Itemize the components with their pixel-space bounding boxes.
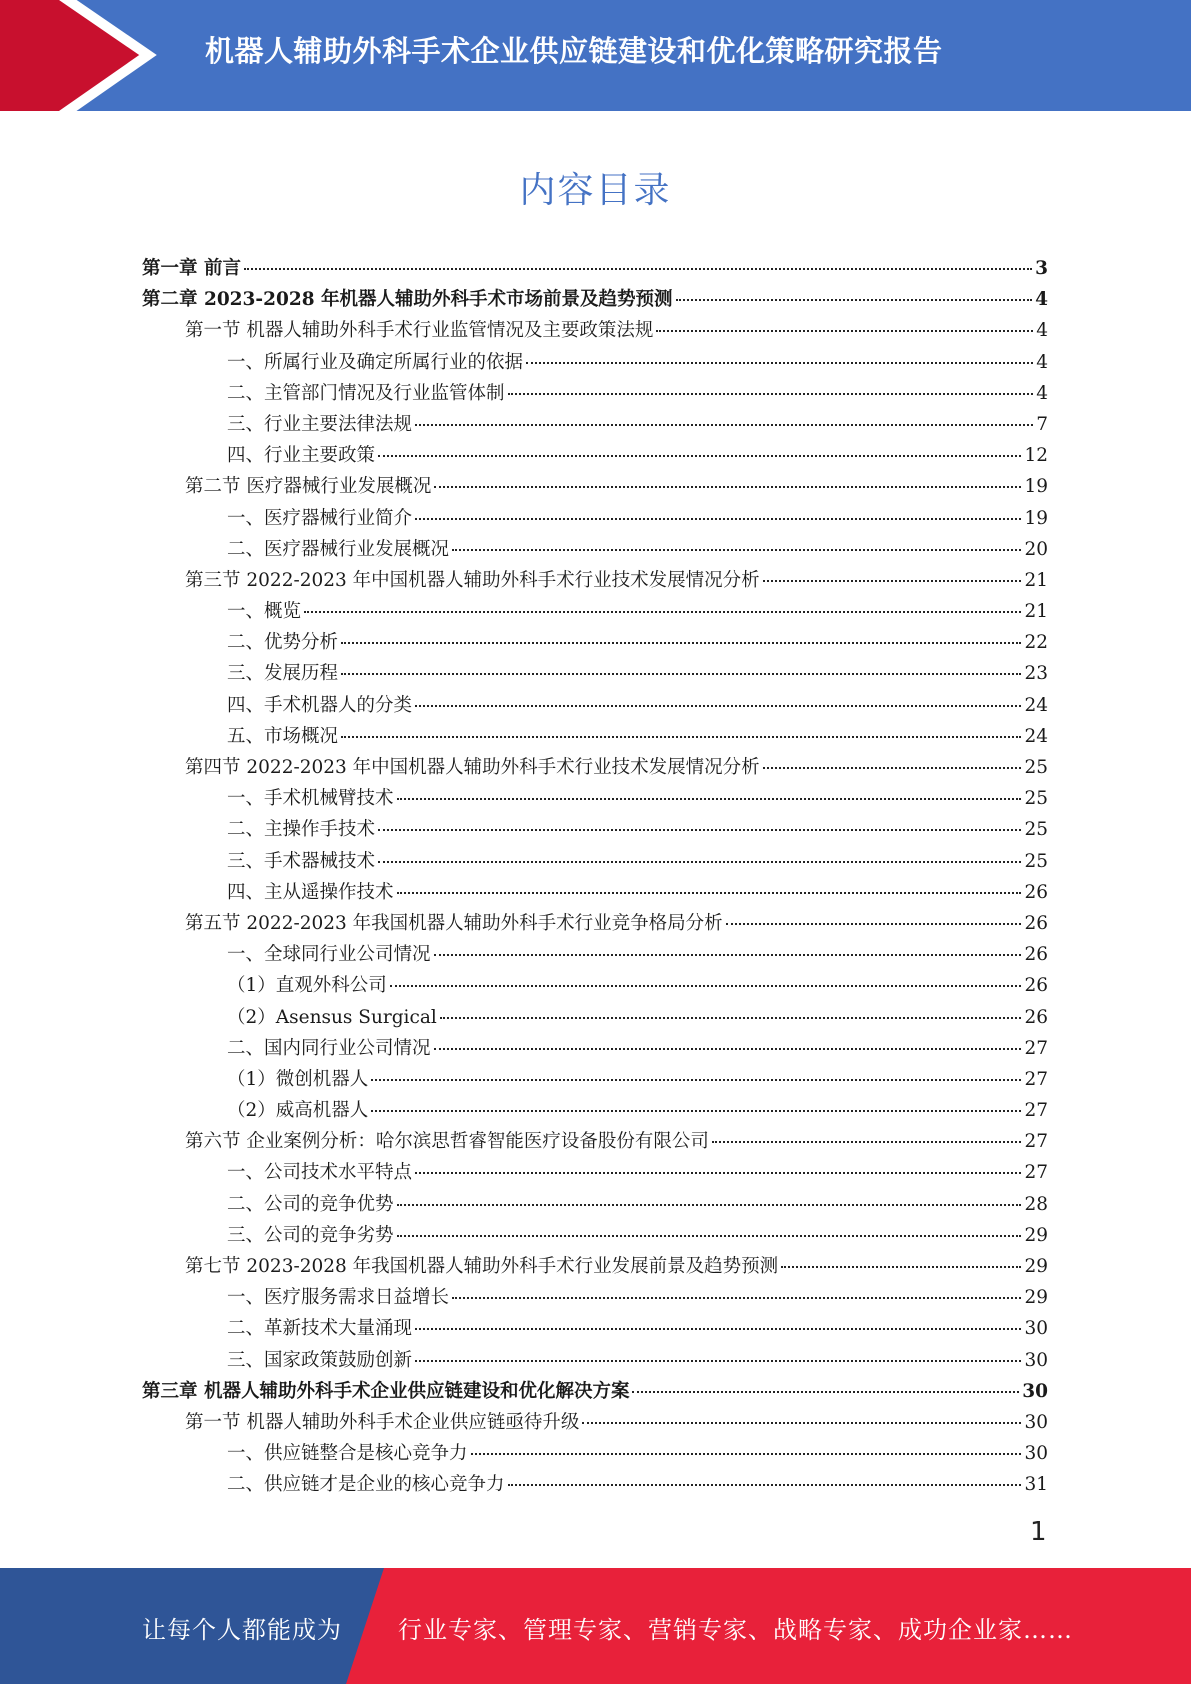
toc-entry-page: 27 [1024, 1162, 1048, 1184]
toc-entry-page: 26 [1024, 944, 1048, 966]
toc-entry-page: 29 [1024, 1224, 1048, 1246]
toc-entry-page: 24 [1024, 725, 1048, 747]
toc-leader-dots [371, 1109, 1021, 1112]
toc-entry-page: 30 [1024, 1443, 1048, 1465]
toc-entry[interactable] [142, 1220, 1048, 1251]
toc-entry-page: 21 [1024, 569, 1048, 591]
toc-entry-page: 27 [1024, 1068, 1048, 1090]
toc-entry-text: 三、发展历程 [227, 663, 339, 685]
toc-entry[interactable] [142, 596, 1048, 627]
toc-entry[interactable] [142, 1282, 1048, 1313]
toc-leader-dots [378, 454, 1021, 457]
toc-entry-page: 27 [1024, 1037, 1048, 1059]
toc-entry[interactable] [142, 503, 1048, 534]
toc-entry-page: 25 [1024, 850, 1048, 872]
toc-entry-page: 26 [1024, 975, 1048, 997]
footer-slogan-left: 让每个人都能成为 [142, 1616, 342, 1644]
toc-entry[interactable] [142, 783, 1048, 814]
toc-leader-dots [526, 361, 1033, 364]
toc-entry[interactable] [142, 440, 1048, 471]
toc-entry[interactable] [142, 534, 1048, 565]
toc-entry-page: 30 [1024, 1411, 1048, 1433]
toc-entry-text: 二、主操作手技术 [227, 819, 376, 841]
toc-entry[interactable] [142, 877, 1048, 908]
toc-entry-text: 四、主从遥操作技术 [227, 881, 394, 903]
toc-entry-text: （2）威高机器人 [227, 1100, 369, 1122]
toc-heading: 内容目录 [519, 170, 672, 211]
toc-entry-text: 第一节 机器人辅助外科手术行业监管情况及主要政策法规 [185, 320, 654, 342]
toc-entry[interactable] [142, 1345, 1048, 1376]
toc-leader-dots [371, 1078, 1021, 1081]
toc-entry[interactable] [142, 814, 1048, 845]
toc-entry[interactable] [142, 752, 1048, 783]
toc-entry[interactable] [142, 721, 1048, 752]
toc-leader-dots [440, 1016, 1022, 1019]
toc-entry-text: 第四节 2022-2023 年中国机器人辅助外科手术行业技术发展情况分析 [185, 757, 760, 778]
toc-leader-dots [434, 485, 1021, 488]
toc-entry[interactable] [142, 939, 1048, 970]
toc-entry-page: 30 [1022, 1380, 1048, 1402]
toc-entry-page: 4 [1036, 320, 1048, 342]
toc-leader-dots [508, 1483, 1022, 1486]
toc-entry[interactable] [142, 347, 1048, 378]
toc-entry[interactable] [142, 1126, 1048, 1157]
toc-leader-dots [452, 548, 1021, 551]
toc-leader-dots [656, 329, 1033, 332]
toc-entry[interactable] [142, 409, 1048, 440]
toc-entry-page: 3 [1035, 258, 1048, 279]
toc-leader-dots [397, 797, 1022, 800]
toc-entry-page: 28 [1024, 1193, 1048, 1215]
toc-leader-dots [712, 1140, 1022, 1143]
toc-leader-dots [632, 1390, 1019, 1393]
toc-entry-text: 三、国家政策鼓励创新 [227, 1349, 413, 1371]
toc-leader-dots [304, 610, 1021, 613]
toc-leader-dots [397, 1234, 1022, 1237]
toc-entry-text: 第一章 前言 [142, 258, 241, 279]
toc-entry-text: 一、公司技术水平特点 [227, 1162, 413, 1184]
toc-leader-dots [378, 860, 1021, 863]
toc-entry[interactable] [142, 471, 1048, 502]
toc-entry[interactable] [142, 253, 1048, 284]
toc-entry[interactable] [142, 378, 1048, 409]
toc-entry-text: 第一节 机器人辅助外科手术企业供应链亟待升级 [185, 1411, 580, 1433]
toc-leader-dots [781, 1265, 1021, 1268]
toc-entry-text: 二、医疗器械行业发展概况 [227, 538, 450, 560]
toc-entry-text: 一、全球同行业公司情况 [227, 944, 431, 966]
toc-entry-page: 29 [1024, 1287, 1048, 1309]
toc-entry-page: 25 [1024, 819, 1048, 841]
toc-entry[interactable] [142, 565, 1048, 596]
toc-entry-text: （1）微创机器人 [227, 1068, 369, 1090]
toc-entry-page: 4 [1036, 382, 1048, 404]
toc-entry-text: 二、主管部门情况及行业监管体制 [227, 382, 505, 404]
toc-entry-page: 4 [1035, 289, 1048, 311]
toc-leader-dots [726, 922, 1022, 925]
toc-entry[interactable] [142, 1251, 1048, 1282]
toc-entry-page: 12 [1024, 445, 1048, 467]
toc-leader-dots [341, 735, 1021, 738]
table-of-contents [142, 253, 1048, 1501]
toc-leader-dots [341, 641, 1021, 644]
toc-entry-text: 第三章 机器人辅助外科手术企业供应链建设和优化解决方案 [142, 1380, 630, 1402]
toc-entry-page: 24 [1024, 694, 1048, 716]
toc-entry-page: 26 [1024, 912, 1048, 934]
toc-leader-dots [397, 891, 1022, 894]
page-header [0, 0, 1191, 111]
toc-entry-page: 7 [1036, 413, 1048, 435]
footer-slogan-right: 行业专家、管理专家、营销专家、战略专家、成功企业家…… [398, 1616, 1073, 1644]
toc-entry[interactable] [142, 1407, 1048, 1438]
toc-entry-text: 二、公司的竞争优势 [227, 1193, 394, 1215]
toc-leader-dots [415, 1359, 1021, 1362]
toc-entry-page: 27 [1024, 1100, 1048, 1122]
toc-entry-page: 30 [1024, 1318, 1048, 1340]
toc-entry[interactable] [142, 1376, 1048, 1407]
toc-leader-dots [763, 766, 1022, 769]
toc-entry-text: 第七节 2023-2028 年我国机器人辅助外科手术行业发展前景及趋势预测 [185, 1256, 779, 1277]
toc-entry-page: 31 [1024, 1474, 1048, 1496]
toc-leader-dots [415, 704, 1021, 707]
toc-entry-page: 19 [1024, 507, 1048, 529]
toc-entry-text: 一、概览 [227, 601, 302, 623]
toc-entry[interactable] [142, 908, 1048, 939]
toc-entry[interactable] [142, 627, 1048, 658]
toc-entry[interactable] [142, 1469, 1048, 1500]
toc-entry-page: 30 [1024, 1349, 1048, 1371]
toc-leader-dots [434, 953, 1022, 956]
toc-entry-page: 23 [1024, 663, 1048, 685]
toc-entry[interactable] [142, 1438, 1048, 1469]
toc-entry[interactable] [142, 846, 1048, 877]
toc-entry-text: 一、手术机械臂技术 [227, 788, 394, 810]
toc-entry-text: 第二节 医疗器械行业发展概况 [185, 476, 432, 498]
toc-entry[interactable] [142, 1002, 1048, 1033]
toc-entry-page: 20 [1024, 538, 1048, 560]
toc-leader-dots [390, 984, 1022, 987]
toc-entry[interactable] [142, 1095, 1048, 1126]
toc-leader-dots [676, 298, 1033, 301]
toc-entry-text: 一、供应链整合是核心竞争力 [227, 1443, 468, 1465]
toc-entry-text: 四、行业主要政策 [227, 445, 376, 467]
toc-entry-text: 一、所属行业及确定所属行业的依据 [227, 351, 524, 373]
toc-leader-dots [452, 1296, 1021, 1299]
toc-leader-dots [415, 517, 1021, 520]
toc-entry[interactable] [142, 1189, 1048, 1220]
report-title: 机器人辅助外科手术企业供应链建设和优化策略研究报告 [205, 34, 943, 68]
toc-leader-dots [397, 1203, 1022, 1206]
toc-leader-dots [244, 267, 1032, 270]
toc-entry-page: 22 [1024, 632, 1048, 654]
toc-entry-text: 二、供应链才是企业的核心竞争力 [227, 1474, 505, 1496]
toc-leader-dots [582, 1421, 1021, 1424]
toc-entry-page: 26 [1024, 881, 1048, 903]
toc-entry-text: 第六节 企业案例分析：哈尔滨思哲睿智能医疗设备股份有限公司 [185, 1131, 709, 1153]
toc-entry-page: 19 [1024, 476, 1048, 498]
toc-leader-dots [434, 1047, 1022, 1050]
toc-entry-page: 27 [1024, 1131, 1048, 1153]
toc-entry[interactable] [142, 1064, 1048, 1095]
toc-entry-text: 第五节 2022-2023 年我国机器人辅助外科手术行业竞争格局分析 [185, 912, 723, 934]
toc-entry-text: 二、优势分析 [227, 632, 339, 654]
toc-entry-text: 三、公司的竞争劣势 [227, 1224, 394, 1246]
toc-entry-page: 21 [1024, 601, 1048, 623]
toc-entry-text: （2）Asensus Surgical [227, 1006, 437, 1028]
toc-leader-dots [415, 1171, 1021, 1174]
toc-leader-dots [415, 1327, 1021, 1330]
toc-leader-dots [415, 423, 1033, 426]
toc-entry-page: 25 [1024, 757, 1048, 778]
toc-leader-dots [341, 672, 1021, 675]
toc-entry[interactable] [142, 1313, 1048, 1344]
toc-entry-text: 三、行业主要法律法规 [227, 413, 413, 435]
toc-entry-text: 二、革新技术大量涌现 [227, 1318, 413, 1340]
toc-entry[interactable] [142, 315, 1048, 346]
toc-entry[interactable] [142, 658, 1048, 689]
toc-entry[interactable] [142, 1157, 1048, 1188]
toc-entry-text: 第二章 2023-2028 年机器人辅助外科手术市场前景及趋势预测 [142, 289, 673, 311]
toc-entry-text: 二、国内同行业公司情况 [227, 1037, 431, 1059]
toc-leader-dots [763, 579, 1022, 582]
toc-leader-dots [378, 828, 1021, 831]
toc-entry[interactable] [142, 284, 1048, 315]
toc-entry-text: 五、市场概况 [227, 725, 339, 747]
toc-entry-text: （1）直观外科公司 [227, 975, 387, 997]
toc-entry-text: 一、医疗器械行业简介 [227, 507, 413, 529]
toc-leader-dots [471, 1452, 1022, 1455]
toc-entry-page: 25 [1024, 788, 1048, 810]
toc-entry-page: 29 [1024, 1256, 1048, 1277]
toc-entry-text: 第三节 2022-2023 年中国机器人辅助外科手术行业技术发展情况分析 [185, 569, 760, 591]
toc-entry[interactable] [142, 690, 1048, 721]
toc-entry[interactable] [142, 970, 1048, 1001]
toc-entry[interactable] [142, 1033, 1048, 1064]
toc-entry-text: 四、手术机器人的分类 [227, 694, 413, 716]
toc-entry-text: 三、手术器械技术 [227, 850, 376, 872]
toc-entry-page: 26 [1024, 1006, 1048, 1028]
toc-entry-text: 一、医疗服务需求日益增长 [227, 1287, 450, 1309]
page-number: 1 [1030, 1517, 1047, 1547]
toc-entry-page: 4 [1036, 351, 1048, 373]
toc-leader-dots [508, 392, 1034, 395]
